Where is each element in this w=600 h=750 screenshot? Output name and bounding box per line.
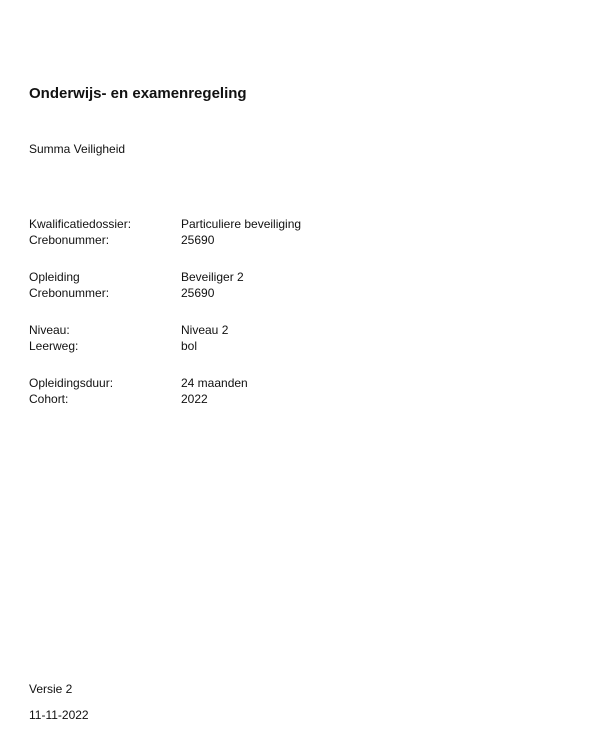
info-row xyxy=(29,232,429,248)
info-label: Cohort: xyxy=(29,392,69,406)
version-label: Versie 2 xyxy=(29,682,73,696)
info-label: Leerweg: xyxy=(29,339,79,353)
info-block-niveau xyxy=(29,322,429,354)
info-row xyxy=(29,322,429,338)
info-label: Crebonummer: xyxy=(29,286,110,300)
info-row xyxy=(29,338,429,354)
info-label: Opleidingsduur: xyxy=(29,376,114,390)
info-label: Kwalificatiedossier: xyxy=(29,217,132,231)
info-block-opleiding xyxy=(29,269,429,301)
info-block-duur xyxy=(29,375,429,407)
info-value: bol xyxy=(181,339,198,353)
page-title: Onderwijs- en examenregeling xyxy=(29,85,247,102)
info-value: Particuliere beveiliging xyxy=(181,217,302,231)
info-value: 24 maanden xyxy=(181,376,248,390)
info-row xyxy=(29,285,429,301)
info-value: 2022 xyxy=(181,392,208,406)
info-value: 25690 xyxy=(181,233,215,247)
info-label: Opleiding xyxy=(29,270,80,284)
info-row xyxy=(29,216,429,232)
info-value: Beveiliger 2 xyxy=(181,270,244,284)
info-value: 25690 xyxy=(181,286,215,300)
info-block-kwalificatie xyxy=(29,216,429,248)
info-row xyxy=(29,375,429,391)
info-label: Niveau: xyxy=(29,323,70,337)
document-date: 11-11-2022 xyxy=(29,708,89,722)
school-name: Summa Veiligheid xyxy=(29,142,126,156)
info-value: Niveau 2 xyxy=(181,323,229,337)
info-row xyxy=(29,269,429,285)
info-row xyxy=(29,391,429,407)
info-label: Crebonummer: xyxy=(29,233,110,247)
